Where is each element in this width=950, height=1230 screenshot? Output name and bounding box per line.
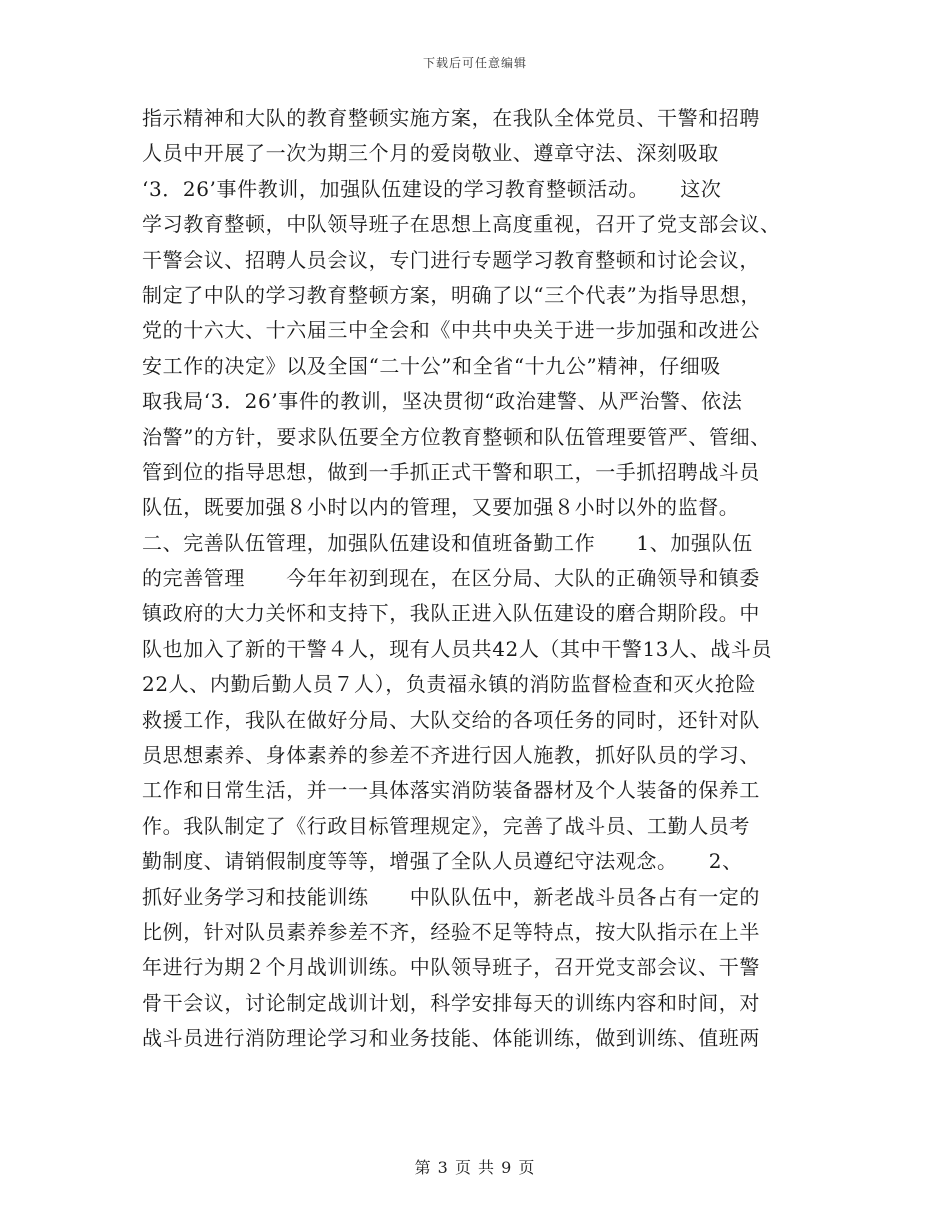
body-line: 安工作的决定》以及全国“二十公”和全省“十九公”精神，仔细吸 <box>142 353 721 378</box>
body-line: 骨干会议，讨论制定战训计划，科学安排每天的训练内容和时间，对 <box>142 990 760 1015</box>
body-line: 指示精神和大队的教育整顿实施方案，在我队全体党员、干警和招聘 <box>142 106 760 130</box>
body-line: 勤制度、请销假制度等等，增强了全队人员遵纪守法观念。 2、 <box>142 849 743 874</box>
body-line: 年进行为期２个月战训训练。中队领导班子，召开党支部会议、干警 <box>142 955 760 980</box>
body-line: 作。我队制定了《行政目标管理规定》，完善了战斗员、工勤人员考 <box>142 813 750 838</box>
body-line: 22人、内勤后勤人员７人），负责福永镇的消防监督检查和灭火抢险 <box>142 672 757 697</box>
page-number: 第 3 页 共 9 页 <box>414 1158 536 1177</box>
section-heading-line: 二、完善队伍管理，加强队伍建设和值班备勤工作 1、加强队伍 <box>142 530 753 555</box>
body-line: 员思想素养、身体素养的参差不齐进行因人施教，抓好队员的学习、 <box>142 743 760 768</box>
body-line: 党的十六大、十六届三中全会和《中共中央关于进一步加强和改进公 <box>142 318 760 343</box>
body-line: 救援工作，我队在做好分局、大队交给的各项任务的同时，还针对队 <box>142 707 760 732</box>
body-line: 人员中开展了一次为期三个月的爱岗敬业、遵章守法、深刻吸取 <box>142 141 719 166</box>
body-line: 工作和日常生活，并一一具体落实消防装备器材及个人装备的保养工 <box>142 778 760 803</box>
body-line: 管到位的指导思想，做到一手抓正式干警和职工，一手抓招聘战斗员 <box>142 459 760 484</box>
body-line: 制定了中队的学习教育整顿方案，明确了以“三个代表”为指导思想， <box>142 282 762 307</box>
body-line: 战斗员进行消防理论学习和业务技能、体能训练，做到训练、值班两 <box>142 1026 760 1051</box>
body-line: 的完善管理 今年年初到现在，在区分局、大队的正确领导和镇委 <box>142 566 760 591</box>
body-line: 镇政府的大力关怀和支持下，我队正进入队伍建设的磨合期阶段。中 <box>142 601 760 626</box>
body-line: 队伍，既要加强８小时以内的管理，又要加强８小时以外的监督。 <box>142 495 740 520</box>
body-line: 取我局‘3．26’事件的教训，坚决贯彻“政治建警、从严治警、依法 <box>142 389 743 414</box>
body-line: ‘3．26’事件教训，加强队伍建设的学习教育整顿活动。 这次 <box>142 176 722 201</box>
body-line: 抓好业务学习和技能训练 中队队伍中，新老战斗员各占有一定的 <box>142 884 760 909</box>
body-line: 学习教育整顿，中队领导班子在思想上高度重视，召开了党支部会议、 <box>142 212 781 237</box>
page-header-note: 下载后可任意编辑 <box>422 56 527 70</box>
body-line: 队也加入了新的干警４人，现有人员共42人（其中干警13人、战斗员 <box>142 636 773 661</box>
body-line: 治警”的方针，要求队伍要全方位教育整顿和队伍管理要管严、管细、 <box>142 424 771 449</box>
document-body <box>142 101 822 1057</box>
body-line: 比例，针对队员素养参差不齐，经验不足等特点，按大队指示在上半 <box>142 919 760 944</box>
body-line: 干警会议、招聘人员会议，专门进行专题学习教育整顿和讨论会议， <box>142 247 760 272</box>
